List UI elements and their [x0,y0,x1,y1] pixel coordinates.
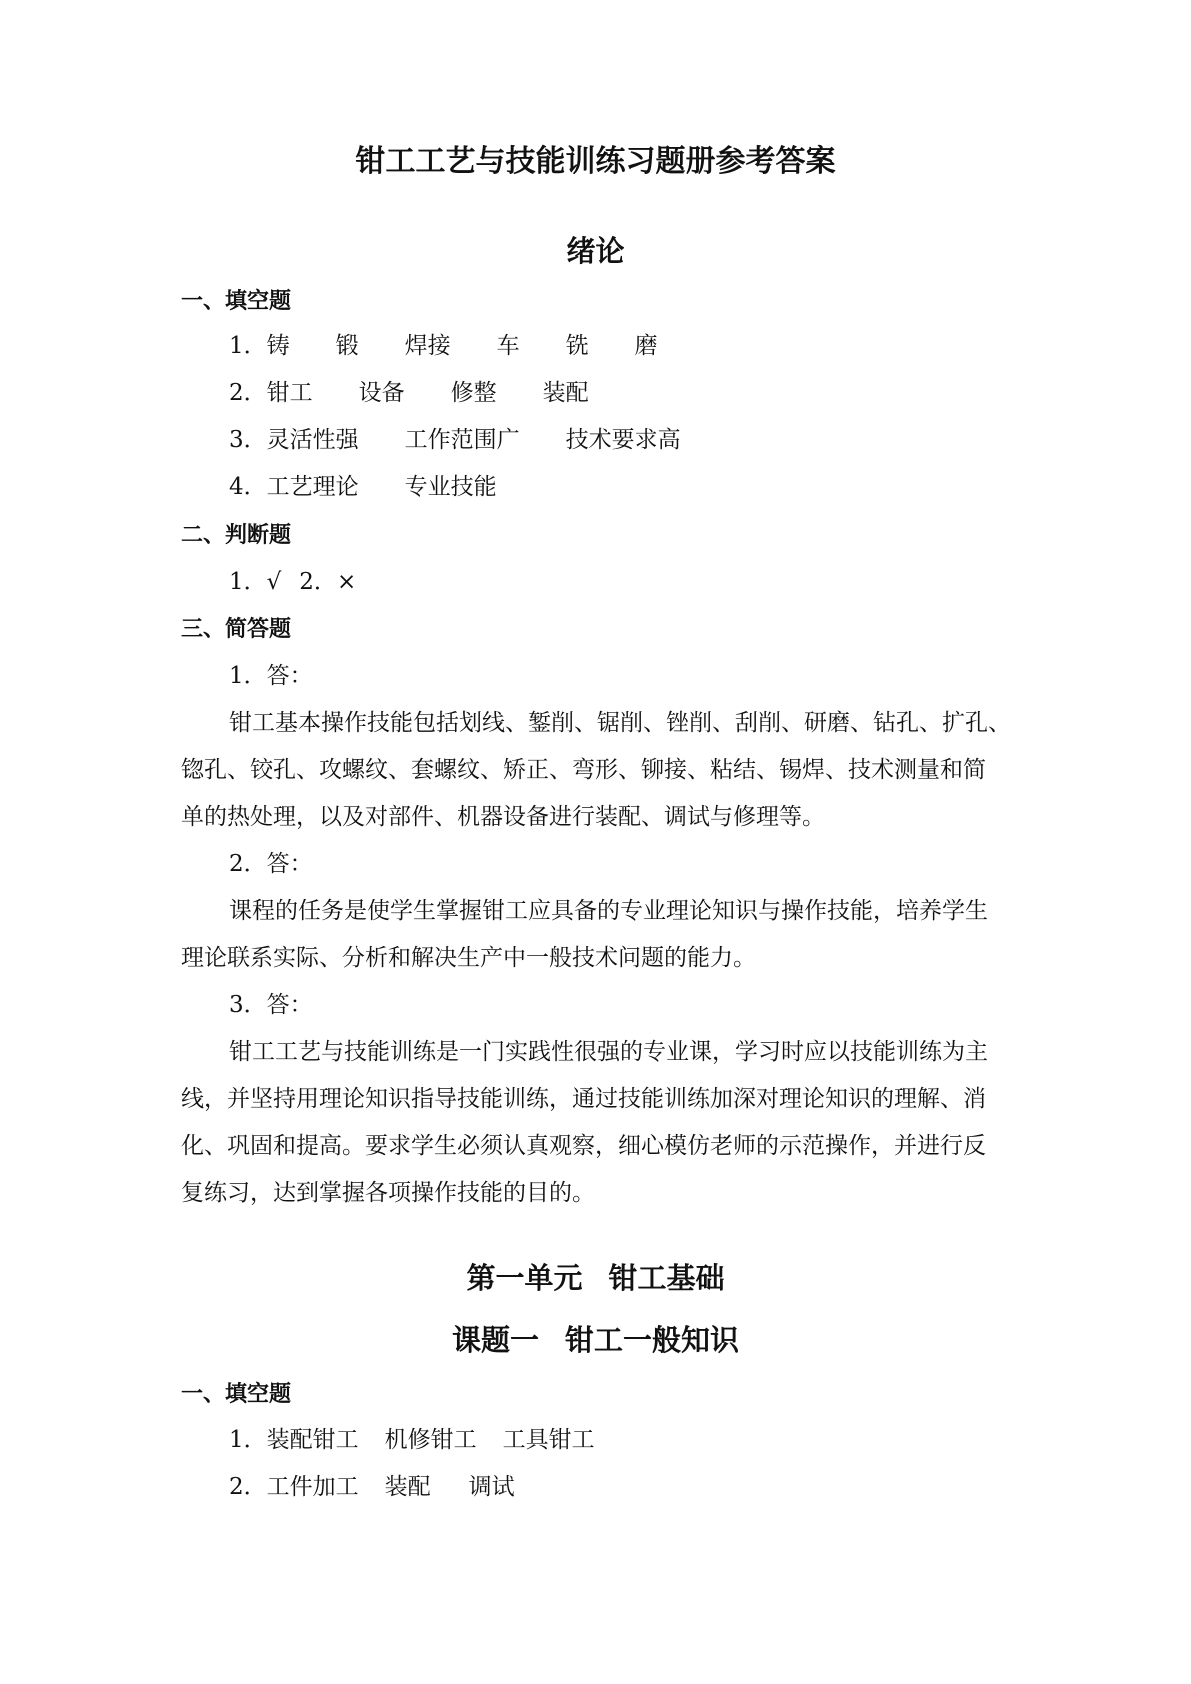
short-answer-label-1: 1．答： [229,663,313,689]
answer: 设备 [358,380,405,406]
answer: 装配 [384,1474,431,1500]
answer: 焊接 [404,333,451,359]
answer: 工具钳工 [502,1427,595,1453]
unit-heading [0,1258,1191,1298]
check-mark: √ [266,569,282,595]
answer: 工作范围广 [404,427,520,453]
fill-blank-section-title: 一、填空题 [181,288,292,314]
short-answer-3-line-3: 化、巩固和提高。要求学生必须认真观察，细心模仿老师的示范操作，并进行反 [181,1133,986,1159]
short-answer-2-line-2: 理论联系实际、分析和解决生产中一般技术问题的能力。 [181,945,756,971]
document-title: 钳工工艺与技能训练习题册参考答案 [355,144,836,179]
fill-blank-item-2 [229,378,589,408]
fill-blank-item-3 [229,425,681,455]
topic-number: 课题一 [451,1323,539,1357]
short-answer-label-2: 2．答： [229,851,313,877]
item-number: 2． [229,1474,267,1500]
answer: 锻 [335,333,359,359]
answer: 装配钳工 [266,1427,359,1453]
answer: 机修钳工 [384,1427,477,1453]
topic-heading [0,1320,1191,1360]
short-answer-1-line-2: 锪孔、铰孔、攻螺纹、套螺纹、矫正、弯形、铆接、粘结、锡焊、技术测量和简 [181,757,986,783]
short-answer-label-3: 3．答： [229,992,313,1018]
judge-answers [229,567,356,597]
topic-name: 钳工一般知识 [565,1323,740,1357]
item-number: 2． [299,569,337,595]
answer: 工件加工 [266,1474,359,1500]
unit-fill-blank-item-1 [229,1425,595,1455]
short-answer-3-line-1: 钳工工艺与技能训练是一门实践性很强的专业课，学习时应以技能训练为主 [229,1039,988,1065]
unit-fill-blank-item-2 [229,1472,515,1502]
item-number: 1． [229,569,267,595]
short-answer-1-line-1: 钳工基本操作技能包括划线、錾削、锯削、锉削、刮削、研磨、钻孔、扩孔、 [229,710,1011,736]
answer: 修整 [450,380,497,406]
fill-blank-item-1 [229,331,658,361]
short-answer-3-line-4: 复练习，达到掌握各项操作技能的目的。 [181,1180,595,1206]
answer: 铸 [266,333,290,359]
item-number: 3． [229,427,267,453]
answer: 灵活性强 [266,427,359,453]
judge-section-title: 二、判断题 [181,522,292,548]
short-answer-3-line-2: 线，并坚持用理论知识指导技能训练，通过技能训练加深对理论知识的理解、消 [181,1086,986,1112]
unit-number: 第一单元 [466,1261,583,1295]
answer: 专业技能 [404,474,497,500]
item-number: 1． [229,333,267,359]
intro-heading: 绪论 [566,234,625,268]
answer: 车 [496,333,520,359]
answer: 技术要求高 [565,427,681,453]
fill-blank-item-4 [229,472,497,502]
item-number: 4． [229,474,267,500]
item-number: 2． [229,380,267,406]
answer: 铣 [565,333,589,359]
item-number: 1． [229,1427,267,1453]
answer: 钳工 [266,380,313,406]
short-answer-section-title: 三、简答题 [181,616,292,642]
answer: 工艺理论 [266,474,359,500]
unit-name: 钳工基础 [608,1261,725,1295]
answer: 装配 [542,380,589,406]
short-answer-1-line-3: 单的热处理，以及对部件、机器设备进行装配、调试与修理等。 [181,804,825,830]
cross-mark: × [336,569,357,595]
answer: 调试 [468,1474,515,1500]
short-answer-2-line-1: 课程的任务是使学生掌握钳工应具备的专业理论知识与操作技能，培养学生 [229,898,988,924]
unit-fill-blank-section-title: 一、填空题 [181,1381,292,1407]
answer: 磨 [634,333,658,359]
